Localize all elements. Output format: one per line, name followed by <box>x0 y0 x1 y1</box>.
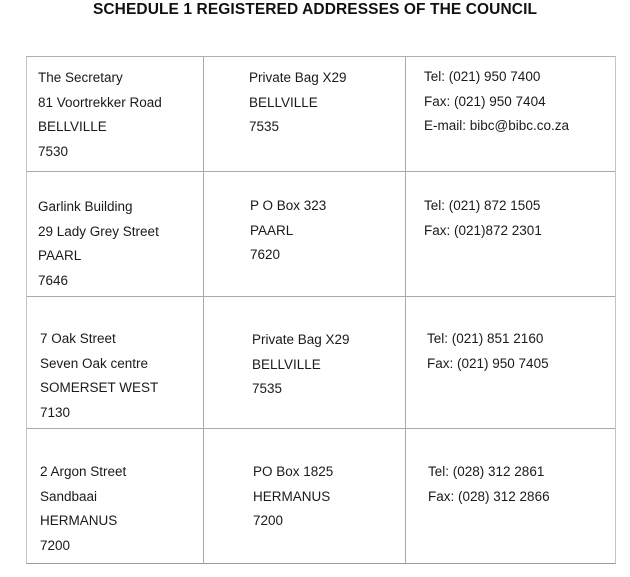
address-line: SOMERSET WEST <box>40 380 159 395</box>
addresses-table <box>26 56 616 564</box>
postal-line: 7535 <box>252 381 283 396</box>
address-line: 81 Voortrekker Road <box>38 94 162 110</box>
postal-line: P O Box 323 <box>250 198 327 213</box>
address-line: 7 Oak Street <box>40 331 116 346</box>
physical-address-cell <box>27 57 203 171</box>
address-line: 7130 <box>40 404 71 420</box>
postal-line: PO Box 1825 <box>253 464 334 479</box>
physical-address-cell <box>27 429 203 563</box>
address-line: 2 Argon Street <box>40 464 127 479</box>
postal-line: PAARL <box>250 222 294 238</box>
contact-line: Fax: (021) 950 7405 <box>427 355 549 371</box>
address-line: Sandbaai <box>40 488 98 504</box>
address-line: The Secretary <box>38 70 123 85</box>
postal-address-cell <box>203 429 405 563</box>
postal-line: 7200 <box>253 513 284 528</box>
physical-address-cell <box>27 172 203 296</box>
address-line: 7200 <box>40 537 71 553</box>
contact-line: Fax: (021)872 2301 <box>424 222 542 238</box>
address-line: 7646 <box>38 272 69 288</box>
postal-address-cell <box>203 57 405 171</box>
contact-line: E-mail: bibc@bibc.co.za <box>424 118 570 133</box>
address-line: Garlink Building <box>38 199 133 214</box>
postal-line: Private Bag X29 <box>249 70 347 85</box>
address-line: PAARL <box>38 248 82 263</box>
postal-line: BELLVILLE <box>249 94 318 110</box>
table-row <box>27 172 615 297</box>
contact-line: Tel: (021) 851 2160 <box>427 331 544 346</box>
address-line: 29 Lady Grey Street <box>38 223 159 239</box>
contact-line: Tel: (021) 950 7400 <box>424 69 541 84</box>
contact-cell <box>405 297 615 428</box>
contact-line: Fax: (028) 312 2866 <box>428 488 550 504</box>
postal-line: HERMANUS <box>253 488 331 504</box>
postal-address-cell <box>203 172 405 296</box>
postal-line: 7620 <box>250 247 281 262</box>
address-line: 7530 <box>38 143 69 159</box>
address-line: BELLVILLE <box>38 119 107 134</box>
table-row <box>27 57 615 172</box>
address-line: HERMANUS <box>40 513 118 528</box>
postal-line: Private Bag X29 <box>252 332 350 347</box>
page-title: SCHEDULE 1 REGISTERED ADDRESSES OF THE COUNCIL <box>92 1 538 18</box>
address-line: Seven Oak centre <box>40 355 149 371</box>
contact-cell <box>405 172 615 296</box>
table-row <box>27 297 615 429</box>
postal-address-cell <box>203 297 405 428</box>
postal-line: 7535 <box>249 119 280 134</box>
contact-cell <box>405 429 615 563</box>
postal-line: BELLVILLE <box>252 356 321 372</box>
table-row <box>27 429 615 563</box>
physical-address-cell <box>27 297 203 428</box>
contact-cell <box>405 57 615 171</box>
contact-line: Fax: (021) 950 7404 <box>424 93 546 109</box>
contact-line: Tel: (028) 312 2861 <box>428 464 545 479</box>
contact-line: Tel: (021) 872 1505 <box>424 198 541 213</box>
